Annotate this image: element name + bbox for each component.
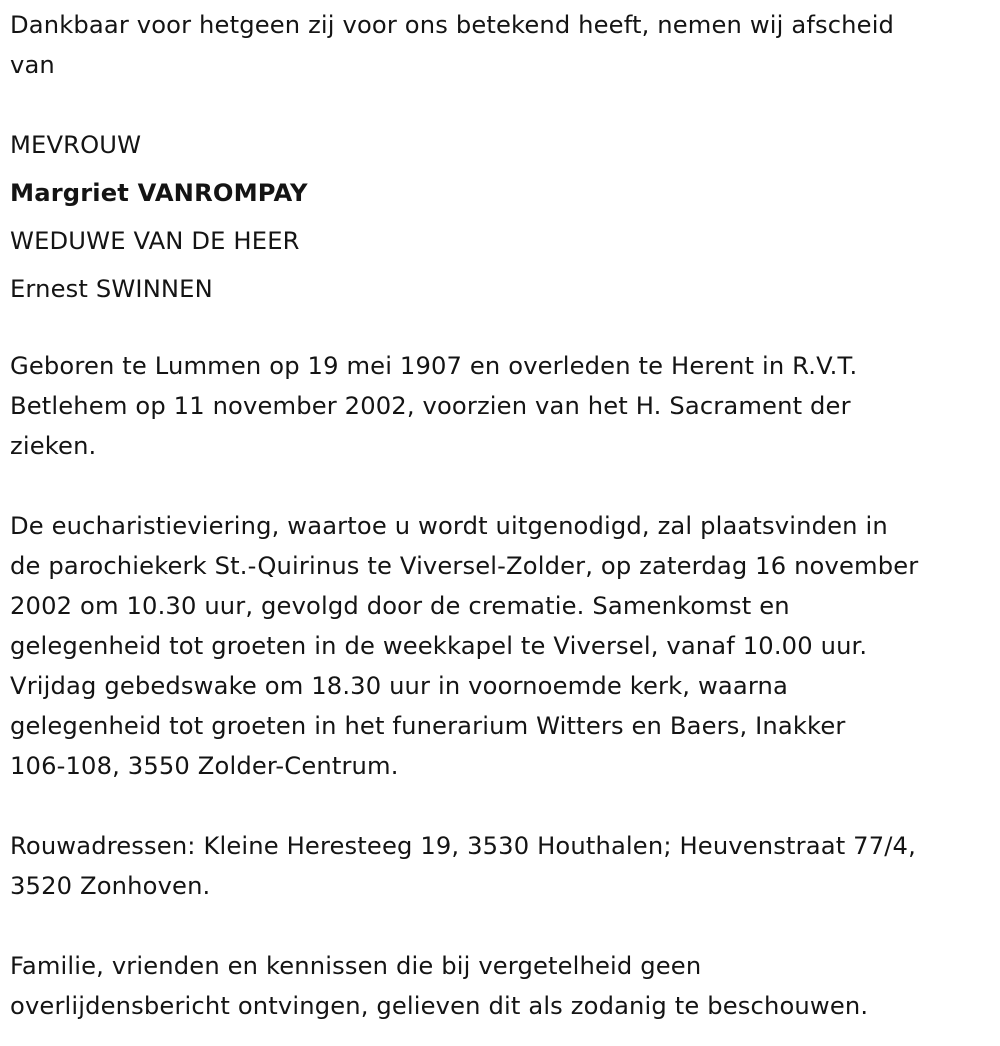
ceremony-paragraph: De eucharistieviering, waartoe u wordt uitgenodigd, zal plaatsvinden in de parochiekerk St.-Quirinus te Viversel-Zolder, op zaterdag 16 november 2002 om 10.30 uur, gevolgd door de crematie. Samenkomst en gelegenheid tot groeten in de weekkapel te Viversel, vanaf 10.00 uur. Vrijdag gebedswake om 18.30 uur in voornoemde kerk, waarna gelegenheid tot groeten in het funerarium Witters en Baers, Inakker 106-108, 3550 Zolder-Centrum. — [10, 512, 919, 780]
spacer — [10, 906, 995, 946]
addresses-paragraph: Rouwadressen: Kleine Heresteeg 19, 3530 Houthalen; Heuvenstraat 77/4, 3520 Zonhoven. — [10, 832, 916, 900]
closing-paragraph: Familie, vrienden en kennissen die bij vergetelheid geen overlijdensbericht ontvingen, gelieven dit als zodanig te beschouwen. — [10, 952, 869, 1020]
intro-paragraph: Dankbaar voor hetgeen zij voor ons betekend heeft, nemen wij afscheid van — [10, 11, 895, 79]
person-name: Margriet VANROMPAY — [10, 179, 308, 207]
obituary-notice — [10, 5, 995, 1026]
person-spouse: Ernest SWINNEN — [10, 275, 213, 303]
person-title: MEVROUW — [10, 131, 142, 159]
birth-death-paragraph: Geboren te Lummen op 19 mei 1907 en overleden te Herent in R.V.T. Betlehem op 11 november 2002, voorzien van het H. Sacrament der zieken. — [10, 352, 858, 460]
spacer — [10, 466, 995, 506]
spacer — [10, 85, 995, 125]
spacer — [10, 313, 995, 346]
spacer — [10, 786, 995, 826]
person-relation: WEDUWE VAN DE HEER — [10, 227, 300, 255]
person-block — [10, 121, 995, 313]
